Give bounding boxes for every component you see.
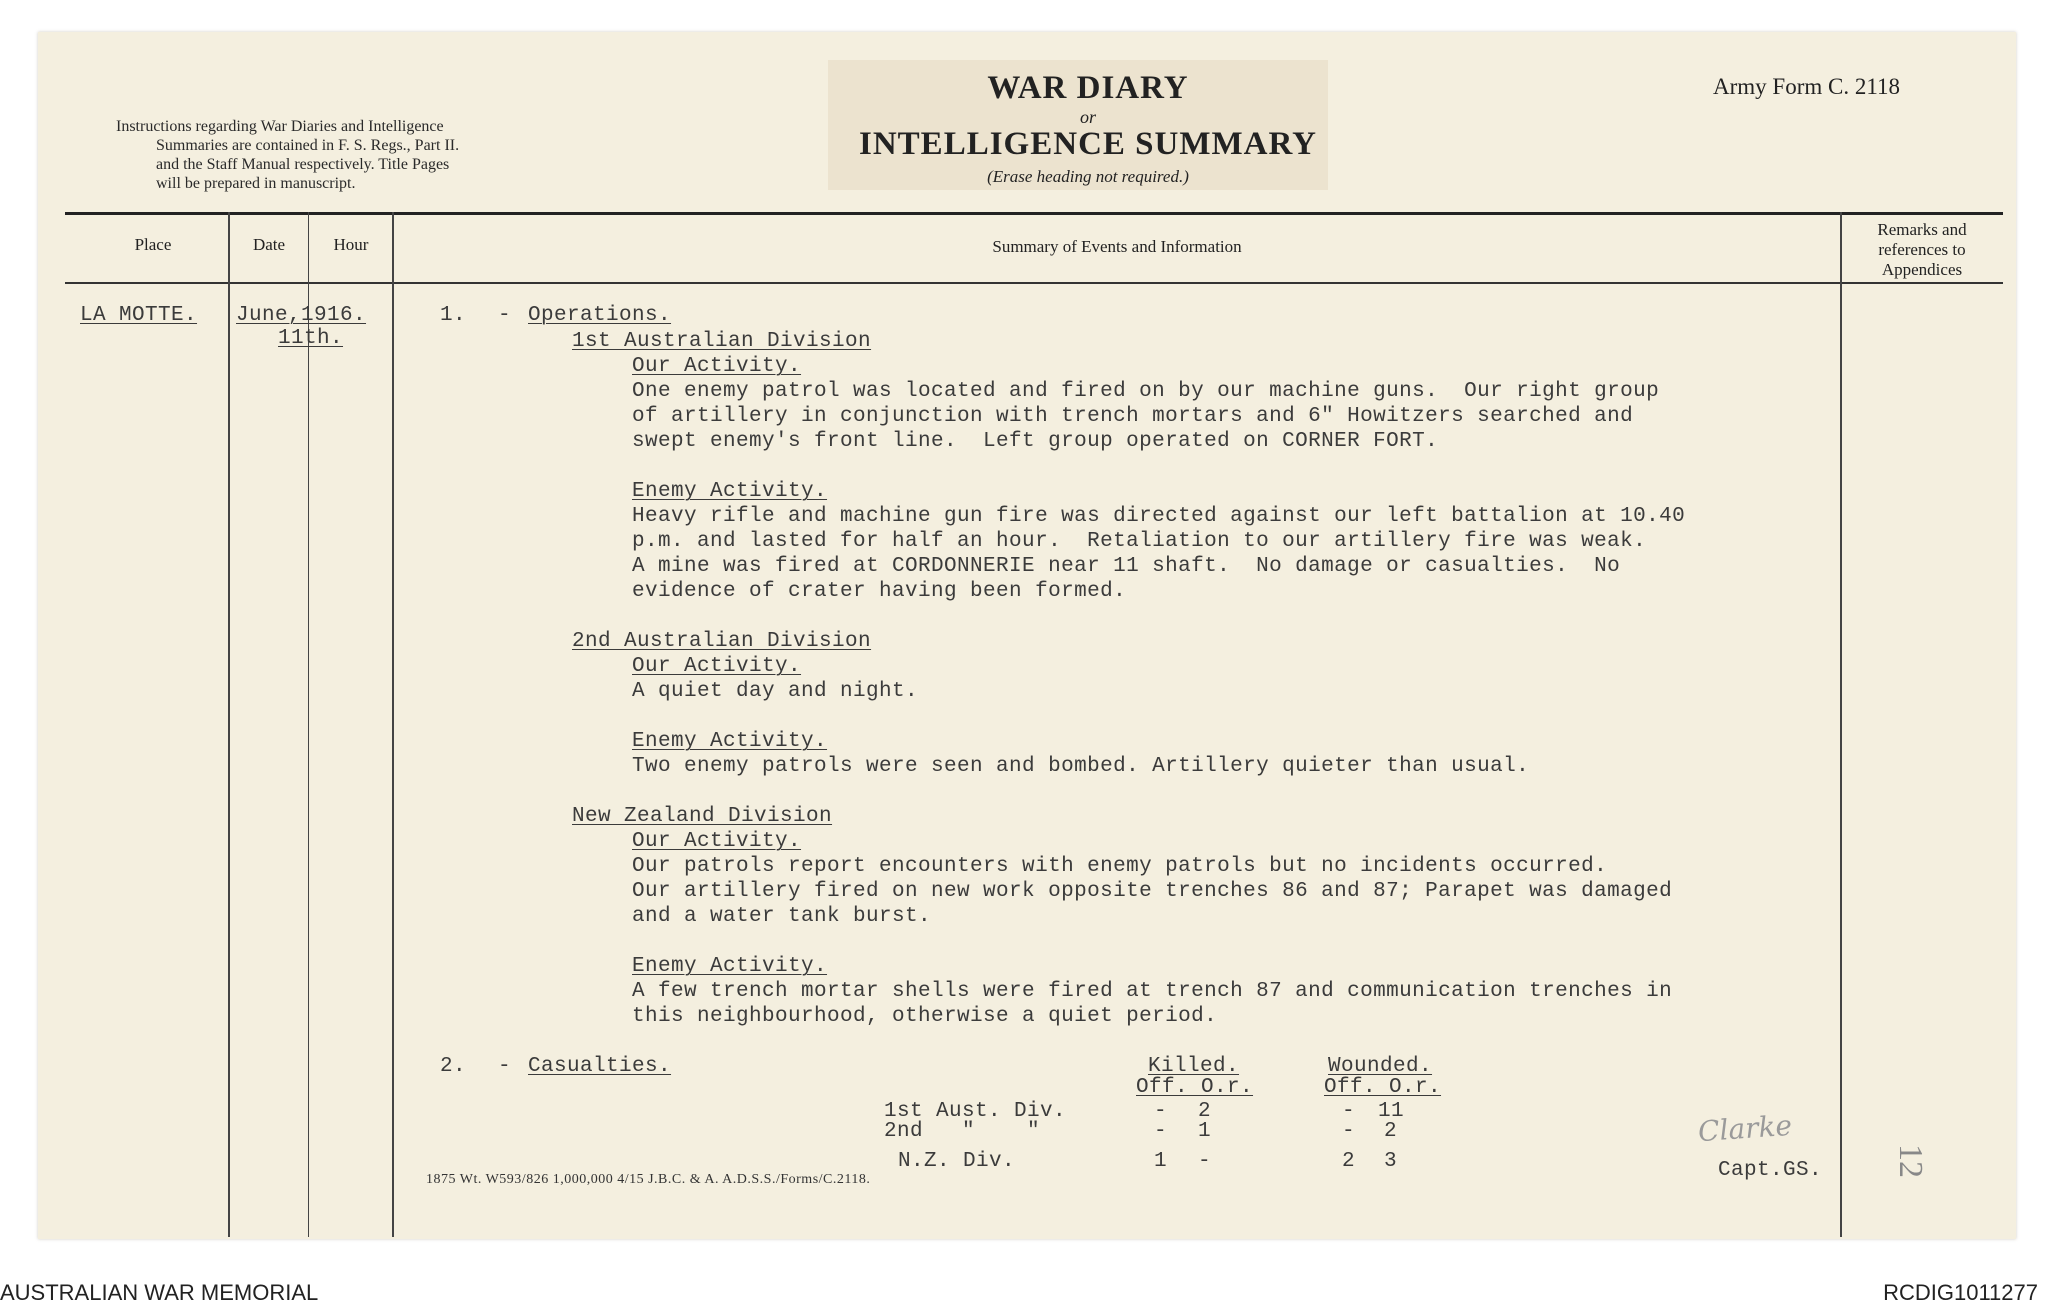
activity-text: Our patrols report encounters with enemy patrols but no incidents occurred. [632,855,1608,878]
column-summary: Summary of Events and Information [992,237,1242,256]
activity-text: p.m. and lasted for half an hour. Retaliation to our artillery fire was weak. [632,530,1647,553]
column-divider [392,212,394,1237]
section-heading: Casualties. [528,1055,672,1078]
activity-text: and a water tank burst. [632,905,932,928]
activity-text: A mine was fired at CORDONNERIE near 11 shaft. No damage or casualties. No [632,555,1621,578]
division-heading: 2nd Australian Division [572,630,872,653]
instructions-line: will be prepared in manuscript. [156,175,356,192]
activity-text: this neighbourhood, otherwise a quiet period. [632,1005,1218,1028]
section-number: 2. [440,1055,467,1078]
casualty-killed-off: - [1154,1120,1168,1143]
section-dash: - [498,304,512,327]
entry-day: 11th. [278,327,344,350]
activity-heading: Our Activity. [632,655,802,678]
casualty-unit: 1st Aust. Div. [884,1100,1067,1123]
printer-imprint: 1875 Wt. W593/826 1,000,000 4/15 J.B.C. & A. A.D.S.S./Forms/C.2118. [426,1172,871,1187]
casualties-subheading: Off. O.r. [1324,1076,1442,1099]
remarks-line: references to [1878,240,1966,259]
casualty-killed-or: 2 [1198,1100,1212,1123]
activity-text: Heavy rifle and machine gun fire was directed against our left battalion at 10.40 [632,505,1686,528]
signature-rank: Capt.GS. [1718,1159,1823,1182]
activity-heading: Our Activity. [632,355,802,378]
casualty-killed-or: 1 [1198,1120,1212,1143]
entry-place: LA MOTTE. [80,304,198,327]
casualty-wounded-or: 2 [1384,1120,1398,1143]
form-instructions [116,117,676,193]
activity-heading: Enemy Activity. [632,730,828,753]
casualties-killed-label: Killed. [1148,1055,1240,1078]
activity-text: evidence of crater having been formed. [632,580,1127,603]
instructions-line: Instructions regarding War Diaries and Intelligence [116,118,444,135]
casualty-killed-off: 1 [1154,1150,1168,1173]
casualty-unit: 2nd " " [884,1120,1041,1143]
title-intelligence-summary: INTELLIGENCE SUMMARY [859,126,1317,162]
column-date: Date [252,235,286,254]
casualty-unit: N.Z. Div. [898,1150,1016,1173]
division-heading: 1st Australian Division [572,330,872,353]
page-number: 12 [1892,1144,1929,1178]
activity-heading: Enemy Activity. [632,480,828,503]
activity-text: A few trench mortar shells were fired at trench 87 and communication trenches in [632,980,1673,1003]
archive-reference: RCDIG1011277 [1883,1280,2038,1305]
diary-sheet [38,32,2016,1239]
casualty-wounded-or: 3 [1384,1150,1398,1173]
column-divider [308,212,309,1237]
activity-heading: Our Activity. [632,830,802,853]
casualty-killed-or: - [1198,1150,1212,1173]
header-rule [65,212,2003,215]
activity-text: A quiet day and night. [632,680,919,703]
remarks-line: Appendices [1881,260,1963,279]
casualty-wounded-off: - [1342,1100,1356,1123]
title-war-diary: WAR DIARY [987,70,1189,106]
form-title [808,70,1368,187]
activity-heading: Enemy Activity. [632,955,828,978]
casualty-wounded-off: - [1342,1120,1356,1143]
column-hour: Hour [333,235,369,254]
archive-credit: AUSTRALIAN WAR MEMORIAL [0,1280,319,1305]
column-divider [228,212,230,1237]
casualty-killed-off: - [1154,1100,1168,1123]
instructions-line: and the Staff Manual respectively. Title Pages [156,156,450,173]
casualties-subheading: Off. O.r. [1136,1076,1254,1099]
army-form-number: Army Form C. 2118 [1713,74,1900,99]
handwritten-signature: Clarke [1696,1108,1794,1149]
title-note: (Erase heading not required.) [987,167,1189,186]
column-place: Place [134,235,172,254]
casualty-wounded-or: 11 [1378,1100,1405,1123]
column-header-rule [65,282,2003,284]
division-heading: New Zealand Division [572,805,833,828]
activity-text: Our artillery fired on new work opposite trenches 86 and 87; Parapet was damaged [632,880,1673,903]
entry-date: June,1916. [236,304,367,327]
column-divider [1840,212,1842,1237]
activity-text: swept enemy's front line. Left group operated on CORNER FORT. [632,430,1439,453]
title-or: or [1079,107,1096,127]
remarks-line: Remarks and [1877,220,1967,239]
activity-text: Two enemy patrols were seen and bombed. Artillery quieter than usual. [632,755,1530,778]
section-dash: - [498,1055,512,1078]
column-remarks [1842,220,2002,280]
casualty-wounded-off: 2 [1342,1150,1356,1173]
casualties-wounded-label: Wounded. [1328,1055,1433,1078]
instructions-line: Summaries are contained in F. S. Regs., Part II. [156,137,460,154]
section-heading: Operations. [528,304,672,327]
activity-text: One enemy patrol was located and fired on by our machine guns. Our right group [632,380,1660,403]
activity-text: of artillery in conjunction with trench mortars and 6" Howitzers searched and [632,405,1634,428]
section-number: 1. [440,304,467,327]
